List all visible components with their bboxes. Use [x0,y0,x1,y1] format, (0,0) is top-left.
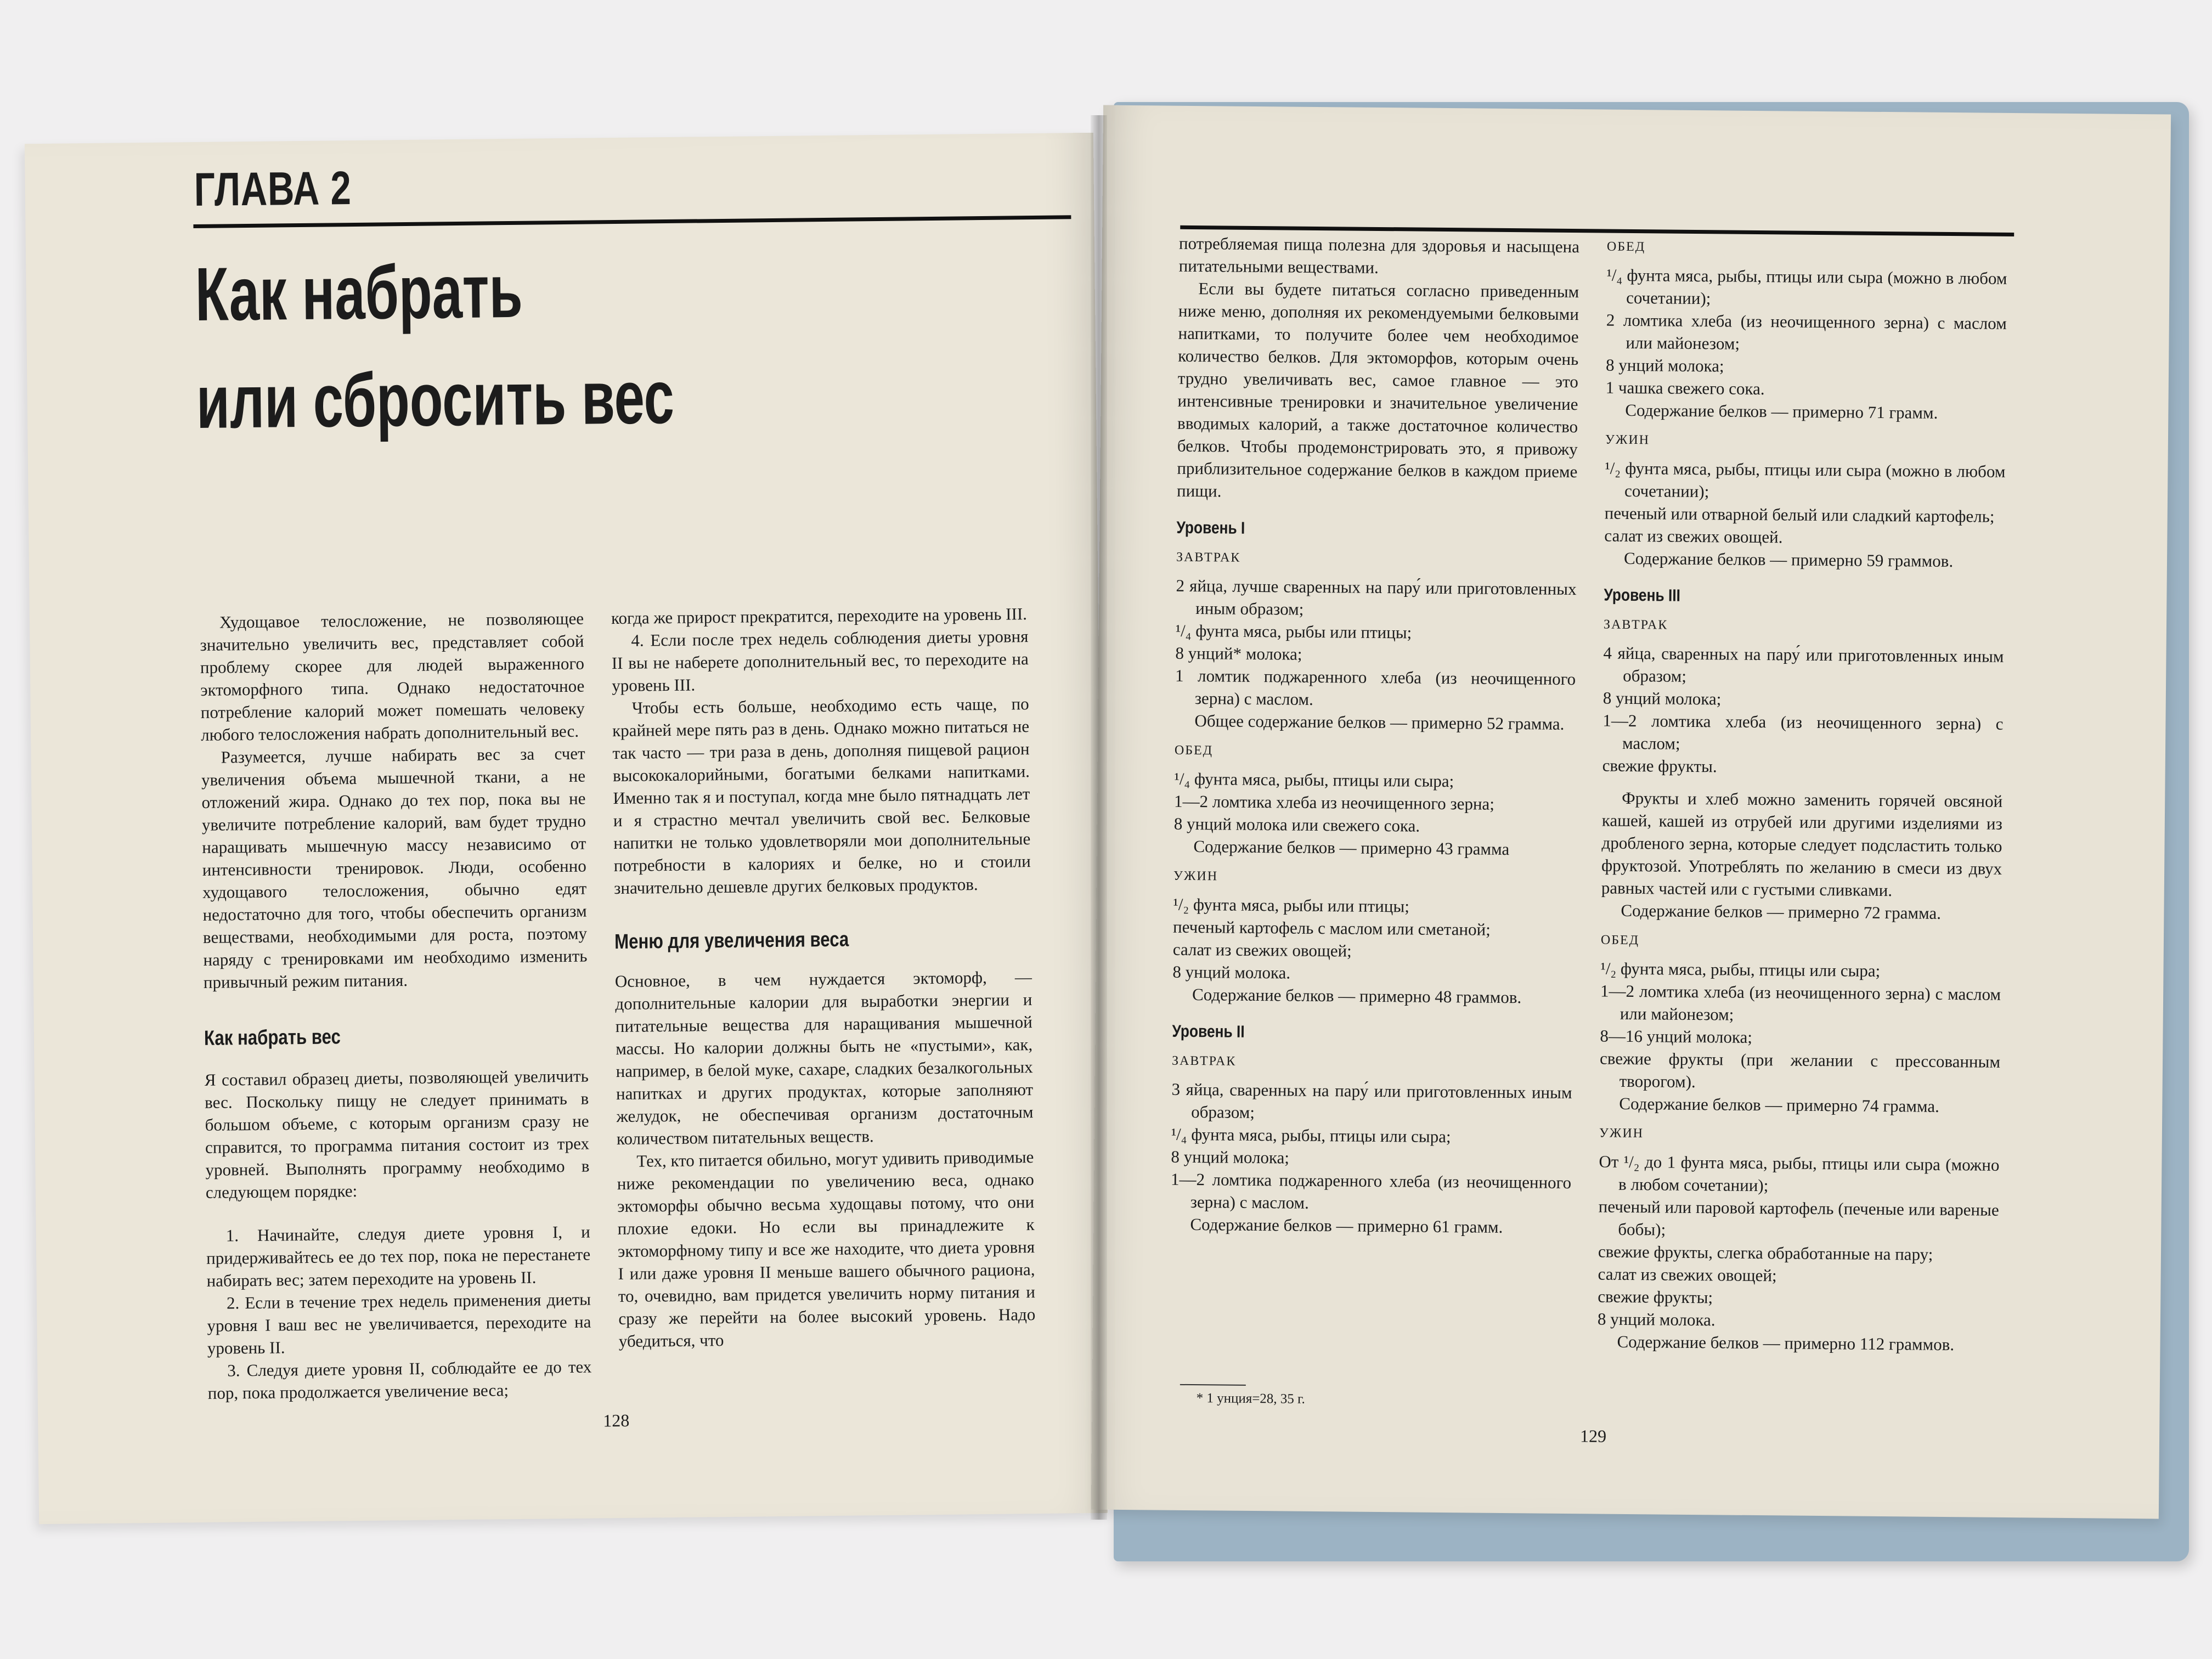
menu-item: 1—2 ломтика хлеба из неочищенного зерна; [1173,791,1495,814]
right-page [1091,105,2171,1519]
menu-item: ¹/₂ фунта мяса, рыбы, птицы или сыра; [1600,958,1881,980]
menu-item: 2 яйца, лучше сваренных на пару́ или приготовленных иным образом; [1176,575,1577,619]
paragraph: Худощавое телосложение, не позволяющее значительно увеличить вес, представляет собой проблему скорее для людей выраженного эктоморфного типа. Однако недостаточное потребление калорий может помешать человеку любого телосложения набрать дополнительный вес. [200,608,585,744]
chapter-title-line2: или сбросить вес [196,354,675,445]
subhead-gain-weight: Как набрать вес [204,1025,341,1050]
protein-total: Содержание белков — примерно 71 грамм. [1625,400,1938,422]
menu-item: ¹/₄ фунта мяса, рыбы или птицы; [1175,620,1412,642]
chapter-title-line1: Как набрать [194,249,523,337]
menu-item: 1 ломтик поджаренного хлеба (из неочищенного зерна) с маслом. [1175,665,1576,709]
menu-item: печеный или отварной белый или сладкий картофель; [1604,503,1995,526]
list-item: 4. Если после трех недель соблюдения диеты уровня II вы не наберете дополнительный вес, то переходите на уровень III. [611,627,1029,696]
menu-item: 8 унций молока; [1602,688,1722,709]
menu-item: салат из свежих овощей; [1598,1264,1777,1285]
page-number-left: 128 [603,1410,630,1431]
menu-item: 8 унций молока или свежего сока. [1173,814,1420,836]
protein-total: Содержание белков — примерно 112 граммов. [1617,1331,1955,1355]
subhead-menu: Меню для увеличения веса [614,928,849,954]
level-1-breakfast-label: ЗАВТРАК [1176,550,1241,565]
menu-item: свежие фрукты, слегка обработанные на пару; [1598,1242,1933,1264]
menu-item: 8 унций* молока; [1175,643,1302,664]
menu-item: салат из свежих овощей; [1172,939,1352,961]
right-column-2 [1597,236,2007,1356]
level-3-dinner-label: УЖИН [1599,1126,1644,1141]
protein-total: Содержание белков — примерно 61 грамм. [1190,1215,1503,1237]
menu-item: 1—2 ломтика хлеба (из неочищенного зерна) с маслом или майонезом; [1600,981,2001,1024]
level-2-breakfast-label: ЗАВТРАК [1171,1053,1237,1069]
paragraph: Основное, в чем нуждается эктоморф, — дополнительные калории для выработки энергии и питательные вещества для наращивания мышечной массы. Но калории должны быть не «пустыми», как, например, в белой муке, сахаре, сладких безалкогольных напитках и других продуктах, которые заполняют желудок, не обеспечивая организм достаточным количеством питательных веществ. [614,967,1034,1149]
level-2-dinner-label: УЖИН [1605,432,1650,448]
left-column-2 [611,602,1036,1352]
menu-item: ¹/₄ фунта мяса, рыбы, птицы или сыра; [1171,1124,1451,1147]
menu-item: печеный картофель с маслом или сметаной; [1172,917,1491,939]
breakfast-note: Фрукты и хлеб можно заменить горячей овсяной кашей, кашей из отрубей или другими изделиями из дробленого зерна, которые следует подсластить только фруктозой. Употреблять по желанию в смеси из двух равных частей или с густыми сливками. [1601,788,2003,900]
menu-item: печеный или паровой картофель (печеные или вареные бобы); [1598,1197,1999,1239]
level-1-lunch-label: ОБЕД [1174,743,1214,758]
level-3-breakfast-label: ЗАВТРАК [1603,617,1668,633]
left-page [25,133,1108,1524]
menu-item: свежие фрукты; [1598,1286,1713,1307]
level-1-dinner-label: УЖИН [1173,868,1218,884]
level-3-heading: Уровень III [1604,585,1681,605]
menu-item: ¹/₂ фунта мяса, рыбы, птицы или сыра (можно в любом сочетании); [1605,458,2006,501]
footnote: * 1 унция=28, 35 г. [1196,1391,1305,1407]
footnote-rule [1180,1384,1246,1386]
protein-total: Содержание белков — примерно 43 грамма [1193,837,1510,859]
chapter-rule [193,215,1071,228]
paragraph: Чтобы есть больше, необходимо есть чаще, по крайней мере пять раз в день. Однако можно питаться не так часто — три раза в день, дополняя пищевой рацион высококалорийными, богатыми белками напитками. Именно так я и поступал, когда мне было пятнадцать лет и я страстно мечтал увеличить свой вес. Белковые напитки не только удовлетворяли мои дополнительные потребности в калориях и белке, но и стоили значительно дешевле других белковых продуктов. [612,694,1031,898]
level-2-lunch-label: ОБЕД [1606,239,1646,255]
protein-total: Содержание белков — примерно 74 грамма. [1619,1093,1940,1116]
list-item: 1. Начинайте, следуя диете уровня I, и придерживайтесь ее до тех пор, пока не перестанете набирать вес; затем переходите на уровень II. [206,1222,591,1290]
menu-item: свежие фрукты (при желании с прессованным творогом). [1599,1048,2001,1092]
menu-item: 2 ломтика хлеба (из неочищенного зерна) с маслом или майонезом; [1606,310,2007,353]
level-1-heading: Уровень I [1176,517,1245,538]
paragraph: Разумеется, лучше набирать вес за счет увеличения объема мышечной ткани, а не отложений жира. Однако до тех пор, пока вы не увеличите потребление калорий, вам будет трудно наращивать мышечную массу независимо от интенсивности тренировок. Люди, особенно худощавого телосложения, обычно едят недостаточно для того, чтобы обеспечить организм веществами, необходимыми для роста, поэтому наряду с тренировками им необходимо изменить привычный режим питания. [201,743,588,992]
menu-item: 8 унций молока. [1172,962,1291,983]
level-2-heading: Уровень II [1172,1021,1245,1041]
menu-item: свежие фрукты. [1602,755,1717,776]
chapter-label: ГЛАВА 2 [194,162,352,217]
menu-item: 8 унций молока; [1171,1147,1290,1167]
paragraph: потребляемая пища полезна для здоровья и насыщена питательными веществами. [1178,233,1580,277]
protein-total: Содержание белков — примерно 72 грамма. [1621,900,1942,923]
list-item: 2. Если в течение трех недель применения диеты уровня I ваш вес не увеличивается, переходите на уровень II. [207,1289,591,1358]
paragraph: Если вы будете питаться согласно приведенным ниже меню, дополняя их рекомендуемыми белковыми напитками, то получите более чем необходимое количество белков. Для эктоморфов, которым очень трудно увеличивать вес, самое главное — это интенсивные тренировки и значительное увеличение вводимых калорий, а также достаточное количество белков. Чтобы продемонстрировать это, я привожу приблизительное содержание белков в каждом приеме пищи. [1176,279,1579,501]
protein-total: Общее содержание белков — примерно 52 грамма. [1194,711,1565,733]
menu-item: ¹/₄ фунта мяса, рыбы, птицы или сыра; [1174,769,1454,791]
menu-item: 1—2 ломтика хлеба (из неочищенного зерна) с маслом; [1602,710,2004,753]
paragraph: Тех, кто питается обильно, могут удивить приводимые ниже рекомендации по увеличению веса, однако эктоморфы обычно весьма худощавы потому, что они плохие едоки. Но если вы принадлежите к эктоморфному типу и все же находите, что диета уровня I или даже уровня II меньше вашего обычного рациона, то, очевидно, вам придется увеличить норму питания и сразу же перейти на более высокий уровень. Надо убедиться, что [617,1147,1036,1351]
menu-item: ¹/₄ фунта мяса, рыбы, птицы или сыра (можно в любом сочетании); [1606,265,2007,308]
menu-item: От ¹/₂ до 1 фунта мяса, рыбы, птицы или сыра (можно в любом сочетании); [1599,1152,2000,1195]
protein-total: Содержание белков — примерно 48 граммов. [1192,985,1522,1007]
book-gutter [1091,115,1107,1520]
protein-total: Содержание белков — примерно 59 граммов. [1623,548,1954,571]
paragraph: Я составил образец диеты, позволяющей увеличить вес. Поскольку пищу не следует принимать в большом объеме, с которым организм сразу не справится, то программа питания состоит из трех уровней. Выполнять программу необходимо в следующем порядке: [204,1066,590,1202]
menu-item: 8 унций молока. [1597,1309,1716,1330]
menu-item: 8 унций молока; [1605,355,1724,376]
right-column-1 [1170,232,1579,1239]
left-column-1 [200,607,592,1404]
menu-item: ¹/₂ фунта мяса, рыбы или птицы; [1173,894,1410,916]
paragraph: когда же прирост прекратится, переходите на уровень III. [611,604,1028,628]
menu-item: 4 яйца, сваренных на пару́ или приготовленных иным образом; [1603,643,2004,686]
menu-item: салат из свежих овощей. [1604,526,1783,547]
menu-item: 1 чашка свежего сока. [1605,377,1765,399]
menu-item: 3 яйца, сваренных на пару́ или приготовленных иным образом; [1171,1079,1572,1122]
menu-item: 1—2 ломтика поджаренного хлеба (из неочищенного зерна) с маслом. [1170,1169,1572,1212]
level-3-lunch-label: ОБЕД [1600,933,1640,948]
list-item: 3. Следуя диете уровня II, соблюдайте ее до тех пор, пока продолжается увеличение веса; [207,1357,592,1403]
page-number-right: 129 [1579,1426,1607,1446]
menu-item: 8—16 унций молока; [1600,1026,1753,1047]
